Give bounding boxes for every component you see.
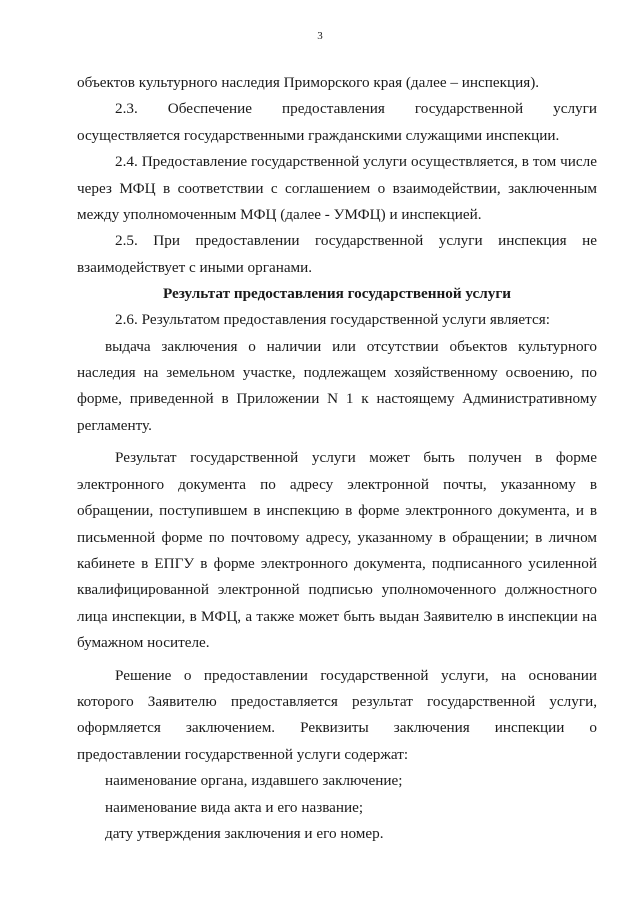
page-number: 3 — [317, 30, 323, 42]
paragraph: выдача заключения о наличии или отсутствии объектов культурного наследия на земельном участке, подлежащем хозяйственному освоению, по форме, приведенной в Приложении N 1 к настоящему Административному регламенту. — [77, 337, 597, 434]
paragraph: 2.4. Предоставление государственной услуги осуществляется, в том числе через МФЦ в соответствии с соглашением о взаимодействии, заключенным между уполномоченным МФЦ (далее - УМФЦ) и инспекцией. — [77, 153, 597, 224]
document-body — [77, 70, 597, 847]
list-item: наименование органа, издавшего заключение; — [105, 772, 403, 790]
paragraph: 2.3. Обеспечение предоставления государственной услуги осуществляется государственными гражданскими служащими инспекции. — [77, 100, 597, 144]
paragraph: 2.5. При предоставлении государственной услуги инспекция не взаимодействует с иными органами. — [77, 232, 597, 276]
paragraph: Решение о предоставлении государственной услуги, на основании которого Заявителю предоставляется результат государственной услуги, оформляется заключением. Реквизиты заключения инспекции о предоставлении государственной услуги содержат: — [77, 666, 597, 763]
paragraph: 2.6. Результатом предоставления государственной услуги является: — [115, 311, 550, 329]
paragraph: Результат государственной услуги может быть получен в форме электронного документа по адресу электронной почты, указанному в обращении, поступившем в инспекцию в форме электронного документа, и в письменной форме по почтовому адресу, указанному в обращении; в личном кабинете в ЕПГУ в форме электронного документа, подписанного усиленной квалифицированной электронной подписью уполномоченного должностного лица инспекции, в МФЦ, а также может быть выдан Заявителю в инспекции на бумажном носителе. — [77, 449, 597, 652]
paragraph: объектов культурного наследия Приморского края (далее – инспекция). — [77, 74, 540, 91]
section-heading: Результат предоставления государственной услуги — [162, 285, 512, 303]
list-item: наименование вида акта и его название; — [105, 798, 364, 816]
list-item: дату утверждения заключения и его номер. — [105, 824, 384, 842]
